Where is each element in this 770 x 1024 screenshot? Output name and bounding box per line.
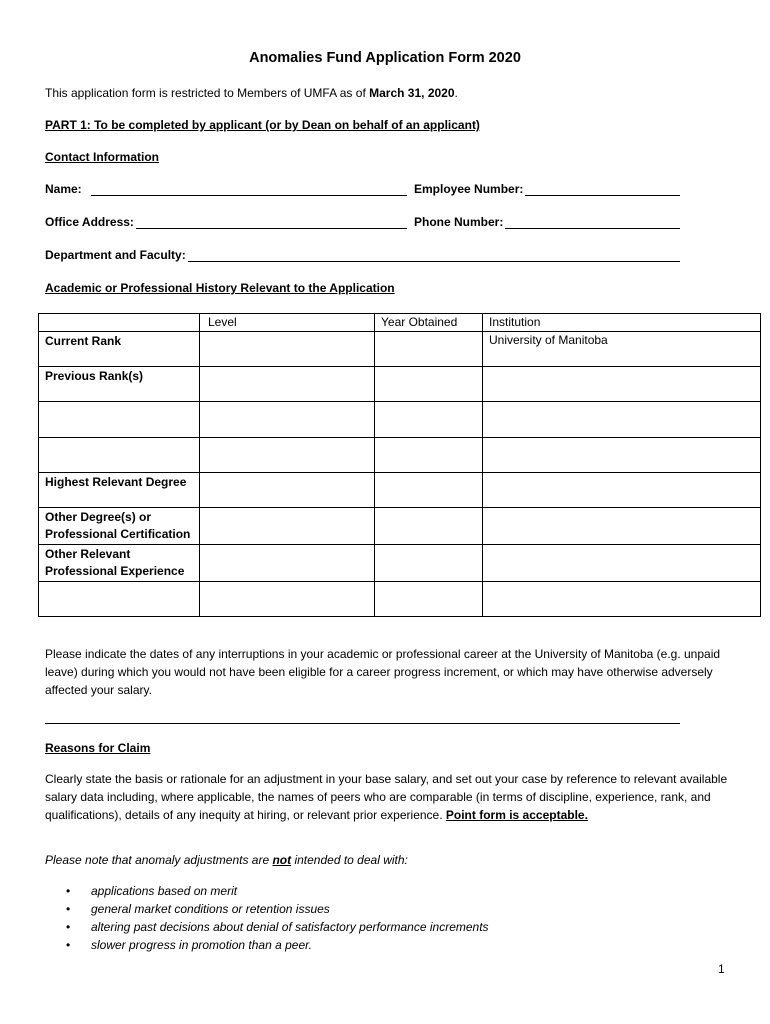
list-item (45, 882, 489, 900)
table-row (39, 473, 761, 508)
highest-degree-label: Highest Relevant Degree (39, 473, 200, 508)
blank-year-cell[interactable] (375, 582, 483, 617)
name-field[interactable] (91, 195, 407, 196)
other-degrees-institution-cell[interactable] (483, 508, 761, 545)
list-item-text: slower progress in promotion than a peer. (91, 938, 313, 952)
blank-year-cell[interactable] (375, 402, 483, 438)
blank-level-cell[interactable] (200, 582, 375, 617)
phone-number-label: Phone Number: (414, 215, 504, 229)
interruptions-field[interactable] (45, 723, 680, 724)
table-header-institution: Institution (483, 314, 761, 332)
table-row (39, 508, 761, 545)
blank-level-cell[interactable] (200, 402, 375, 438)
history-table (38, 313, 761, 617)
form-title: Anomalies Fund Application Form 2020 (249, 50, 521, 66)
other-experience-institution-cell[interactable] (483, 545, 761, 582)
list-item (45, 900, 489, 918)
previous-ranks-label: Previous Rank(s) (39, 367, 200, 402)
contact-heading: Contact Information (45, 150, 159, 164)
other-degrees-label: Other Degree(s) or Professional Certification (39, 508, 200, 545)
employee-number-field[interactable] (525, 195, 680, 196)
list-item-text: general market conditions or retention issues (91, 902, 330, 916)
reasons-body (45, 770, 735, 824)
department-field[interactable] (188, 261, 680, 262)
bullet-icon: • (66, 938, 71, 952)
table-row (39, 545, 761, 582)
blank-level-cell[interactable] (200, 438, 375, 473)
other-experience-label: Other Relevant Professional Experience (39, 545, 200, 582)
other-experience-year-cell[interactable] (375, 545, 483, 582)
current-rank-year-cell[interactable] (375, 332, 483, 367)
employee-number-label: Employee Number: (414, 182, 524, 196)
anomaly-note-end: intended to deal with: (291, 853, 408, 867)
blank-institution-cell[interactable] (483, 438, 761, 473)
table-row (39, 438, 761, 473)
table-header-year: Year Obtained (375, 314, 483, 332)
highest-degree-level-cell[interactable] (200, 473, 375, 508)
table-row (39, 367, 761, 402)
anomaly-note-not: not (272, 853, 292, 867)
table-header-cell (39, 314, 200, 332)
bullet-icon: • (66, 884, 71, 898)
previous-rank-institution-cell[interactable] (483, 367, 761, 402)
list-item-text: applications based on merit (91, 884, 238, 898)
intro-text-end: . (454, 86, 458, 100)
bullet-icon: • (66, 920, 71, 934)
current-rank-institution: University of Manitoba (483, 332, 761, 367)
intro-date: March 31, 2020 (369, 86, 455, 100)
blank-label-cell (39, 402, 200, 438)
phone-number-field[interactable] (505, 228, 680, 229)
office-address-field[interactable] (136, 228, 407, 229)
blank-label-cell (39, 438, 200, 473)
blank-institution-cell[interactable] (483, 402, 761, 438)
point-form-note: Point form is acceptable. (445, 808, 588, 822)
blank-year-cell[interactable] (375, 438, 483, 473)
table-row (39, 332, 761, 367)
history-heading: Academic or Professional History Relevant to the Application (45, 281, 395, 295)
anomaly-note-start: Please note that anomaly adjustments are (45, 853, 273, 867)
exclusions-list (45, 882, 489, 954)
name-label: Name: (45, 182, 82, 196)
bullet-icon: • (66, 902, 71, 916)
previous-rank-level-cell[interactable] (200, 367, 375, 402)
other-degrees-year-cell[interactable] (375, 508, 483, 545)
office-address-label: Office Address: (45, 215, 134, 229)
table-row (39, 582, 761, 617)
blank-label-cell (39, 582, 200, 617)
current-rank-label: Current Rank (39, 332, 200, 367)
highest-degree-year-cell[interactable] (375, 473, 483, 508)
table-header-level: Level (200, 314, 375, 332)
intro-text-start: This application form is restricted to Members of UMFA as of (45, 86, 370, 100)
highest-degree-institution-cell[interactable] (483, 473, 761, 508)
reasons-heading: Reasons for Claim (45, 741, 151, 755)
list-item (45, 936, 489, 954)
other-experience-level-cell[interactable] (200, 545, 375, 582)
table-row (39, 402, 761, 438)
interruptions-text: Please indicate the dates of any interruptions in your academic or professional career at the University of Manitoba (e.g. unpaid leave) during which you would not have been eligible for a career progress increment, or which may have otherwise adversely affected your salary. (45, 647, 721, 697)
intro-text (45, 86, 458, 100)
previous-rank-year-cell[interactable] (375, 367, 483, 402)
department-label: Department and Faculty: (45, 248, 186, 262)
anomaly-note (45, 853, 408, 867)
reasons-body-text: Clearly state the basis or rationale for an adjustment in your base salary, and set out your case by reference to relevant available salary data including, where applicable, the names of peers who are comparable (in terms of discipline, experience, rank, and qualifications), details of any inequity at hiring, or relevant prior experience. (45, 772, 728, 822)
table-header-row (39, 314, 761, 332)
list-item (45, 918, 489, 936)
current-rank-level-cell[interactable] (200, 332, 375, 367)
page-number: 1 (718, 962, 725, 976)
part1-heading: PART 1: To be completed by applicant (or by Dean on behalf of an applicant) (45, 118, 480, 132)
other-degrees-level-cell[interactable] (200, 508, 375, 545)
list-item-text: altering past decisions about denial of satisfactory performance increments (91, 920, 489, 934)
blank-institution-cell[interactable] (483, 582, 761, 617)
